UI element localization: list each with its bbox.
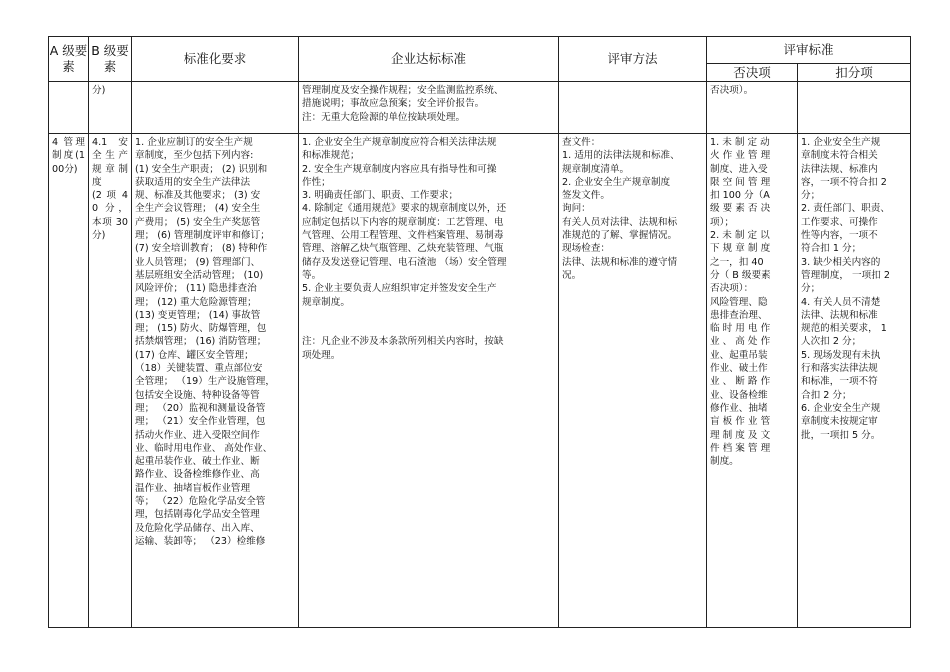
requirement-line: (1) 安全生产职责； (2) 识别和 <box>135 163 268 175</box>
requirement-line: 括禁烟管理； (16) 消防管理； <box>135 336 267 348</box>
veto-line: 限 空 间 管 理 <box>710 176 771 188</box>
standard-line: 储存及发送登记管理、电石渣池 （场）安全管理 <box>302 256 507 268</box>
prev-b-level: 分) <box>89 82 132 134</box>
veto-line: 业、设备检维 <box>710 389 768 401</box>
requirement-line: 运输、装卸等； （23）检维修 <box>135 535 266 547</box>
veto-line: 患排查治理、 <box>710 309 768 321</box>
veto-line: 级 要 素 否 决 <box>710 203 771 215</box>
veto-line: 件 档 案 管 理 <box>710 442 771 454</box>
requirement-line: 规、标准及其他要求； (3) 安 <box>135 190 261 202</box>
veto-line: 理 制 度 及 文 <box>710 429 771 441</box>
method-line: 询问： <box>562 203 591 215</box>
veto-line: 下 规 章 制 度 <box>710 243 771 255</box>
veto-line: 扣 100 分（A <box>710 190 770 202</box>
standard-line: 5. 企业主要负责人应组织审定并签发安全生产 <box>302 283 497 295</box>
standard-table <box>48 36 911 628</box>
prev-enterprise-standard <box>299 82 559 134</box>
veto-line: 制度。 <box>710 456 739 468</box>
deduct-line: 规范的相关要求， 1 <box>801 323 887 335</box>
deduct-line: 2. 责任部门、职责、 <box>801 203 890 215</box>
standard-line: 项处理。 <box>302 349 341 361</box>
standard-line: 应制定包括以下内容的规章制度：工艺管理、电 <box>302 216 504 228</box>
requirement-line: (7) 安全培训教育； (8) 特种作 <box>135 243 268 255</box>
deduct-line: 4. 有关人员不清楚 <box>801 296 881 308</box>
requirement-line: 理，包括剧毒化学品安全管理 <box>135 509 260 521</box>
veto-line: 盲 板 作 业 管 <box>710 416 771 428</box>
method-line: 有关人员对法律、法规和标 <box>562 216 678 228</box>
veto-cell <box>707 134 798 628</box>
method-line: 法律、法规和标准的遵守情 <box>562 256 678 268</box>
veto-line: 业 、 高 处 作 <box>710 336 771 348</box>
requirement-line: 起重吊装作业、破土作业、断 <box>135 456 260 468</box>
veto-line: 2. 未 制 定 以 <box>710 230 770 242</box>
requirement-line: 全生产会议管理； (4) 安全生 <box>135 203 261 215</box>
b-level-cell <box>89 134 132 628</box>
requirement-line: 等； （22）危险化学品安全管 <box>135 496 266 508</box>
deduct-line: 法律法规、标准内 <box>801 163 878 175</box>
deduct-line: 章制度未符合相关 <box>801 150 878 162</box>
standard-line: 气管理、公用工程管理、文件档案管理、易制毒 <box>302 230 504 242</box>
standard-line: 3. 明确责任部门、职责、工作要求； <box>302 190 459 202</box>
requirement-line: 章制度，至少包括下列内容: <box>135 150 254 162</box>
veto-line: 风险管理、隐 <box>710 296 768 308</box>
standard-line: 管理、溶解乙炔气瓶管理、乙炔充装管理、气瓶 <box>302 243 504 255</box>
deduct-line: 5. 现场发现有未执 <box>801 349 881 361</box>
deduct-line: 章制度未按规定审 <box>801 416 878 428</box>
veto-line: 作业、破土作 <box>710 363 768 375</box>
header-veto: 否决项 <box>707 64 798 82</box>
standard-line: 等。 <box>302 269 322 281</box>
method-line: 现场检查： <box>562 243 610 255</box>
deduct-line: 6. 企业安全生产规 <box>801 402 881 414</box>
standard-line: 1. 企业安全生产规章制度应符合相关法律法规 <box>302 137 497 148</box>
standard-line <box>302 309 555 322</box>
requirement-line: 全管理； （19）生产设施管理， <box>135 376 275 388</box>
table-row-continued <box>49 82 911 134</box>
veto-line: 业、起重吊装 <box>710 349 768 361</box>
veto-line: 项）； <box>710 216 734 228</box>
requirement-line: 基层班组安全活动管理； (10) <box>135 269 264 281</box>
requirement-line: (17) 仓库、罐区安全管理； <box>135 349 254 361</box>
table-row <box>49 134 911 628</box>
a-level-cell: 4 管理制度(100分) <box>49 134 89 628</box>
b-level-score: (2 项 40 分，本项 30 分) <box>92 190 128 242</box>
requirement-line: 理； (6) 管理制度评审和修订； <box>135 230 270 242</box>
b-level-title: 4.1 安全生产规章制度 <box>92 137 128 188</box>
method-line: 2. 企业安全生产规章制度 <box>562 176 671 188</box>
header-a-level: A 级要素 <box>49 37 89 82</box>
veto-line: 否决项）： <box>710 283 754 295</box>
deduct-line: 1. 企业安全生产规 <box>801 137 881 148</box>
veto-line: 业 、 断 路 作 <box>710 376 771 388</box>
veto-line: 1. 未 制 定 动 <box>710 137 770 148</box>
deduct-line: 3. 缺少相关内容的 <box>801 256 881 268</box>
standard-line: 注：无重大危险源的单位按缺项处理。 <box>302 111 466 123</box>
standard-line: 作性； <box>302 176 331 188</box>
header-criteria: 评审标准 <box>707 37 911 64</box>
method-line: 查文件： <box>562 137 601 148</box>
requirement-line: 理； (15) 防火、防爆管理，包 <box>135 323 267 335</box>
deduct-line: 工作要求、可操作 <box>801 216 878 228</box>
veto-line: 临 时 用 电 作 <box>710 323 771 335</box>
requirement-line: (13) 变更管理； (14) 事故管 <box>135 309 261 321</box>
standard-line <box>302 322 555 335</box>
deduct-line: 容，一项不符合扣 2 <box>801 176 887 188</box>
standard-line: 措施说明；事故应急预案；安全评价报告。 <box>302 98 485 110</box>
prev-veto: 否决项）。 <box>707 82 798 134</box>
requirement-line: 理； (12) 重大危险源管理； <box>135 296 257 308</box>
veto-line: 分（ B 级要素 <box>710 269 771 281</box>
veto-line: 制度、进入受 <box>710 163 768 175</box>
requirement-line: 包括安全设施、特种设备等管 <box>135 389 260 401</box>
deduct-line: 和标准，一项不符 <box>801 376 878 388</box>
header-requirement: 标准化要求 <box>132 37 299 82</box>
requirement-line: 理； （20）监视和测量设备管 <box>135 402 266 414</box>
method-line: 签发文件。 <box>562 190 610 202</box>
requirement-line: 理； （21）安全作业管理，包 <box>135 416 266 428</box>
veto-line: 之一，扣 40 <box>710 256 764 268</box>
header-enterprise-standard: 企业达标标准 <box>299 37 559 82</box>
method-line: 1. 适用的法律法规和标准、 <box>562 150 680 162</box>
standard-line: 4. 除制定《通用规范》要求的规章制度以外，还 <box>302 203 507 215</box>
requirement-line: 风险评价； (11) 隐患排查治 <box>135 283 257 295</box>
requirement-line: （18）关键装置、重点部位安 <box>135 363 263 375</box>
deduct-line: 批，一项扣 5 分。 <box>801 429 881 441</box>
standard-line: 2. 安全生产规章制度内容应具有指导性和可操 <box>302 163 497 175</box>
requirement-line: 括动火作业、进入受限空间作 <box>135 429 260 441</box>
deduct-line: 性等内容，一项不 <box>801 230 878 242</box>
deduct-cell <box>798 134 911 628</box>
standard-line: 和标准规范； <box>302 150 360 162</box>
header-deduct: 扣分项 <box>798 64 911 82</box>
deduct-line: 人次扣 2 分； <box>801 336 862 348</box>
deduct-line: 法律、法规和标准 <box>801 309 878 321</box>
method-cell <box>559 134 707 628</box>
requirement-line: 1. 企业应制订的安全生产规 <box>135 137 253 148</box>
deduct-line: 管理制度， 一项扣 2 <box>801 269 890 281</box>
deduct-line: 合扣 2 分； <box>801 389 852 401</box>
requirement-line: 路作业、设备检维修作业、高 <box>135 469 260 481</box>
requirement-cell <box>132 134 299 628</box>
method-line: 规章制度清单。 <box>562 163 630 175</box>
header-method: 评审方法 <box>559 37 707 82</box>
requirement-line: 获取适用的安全生产法律法 <box>135 176 251 188</box>
veto-line: 修作业、抽堵 <box>710 402 768 414</box>
deduct-line: 符合扣 1 分； <box>801 243 862 255</box>
deduct-line: 分； <box>801 283 821 295</box>
standard-line: 规章制度。 <box>302 296 350 308</box>
deduct-line: 行和落实法律法规 <box>801 363 878 375</box>
header-b-level: B 级要素 <box>89 37 132 82</box>
requirement-line: 产费用； (5) 安全生产奖惩管 <box>135 216 261 228</box>
requirement-line: 业人员管理； (9) 管理部门、 <box>135 256 261 268</box>
standard-line: 注：凡企业不涉及本条款所列相关内容时，按缺 <box>302 336 504 348</box>
standard-line: 管理制度及安全操作规程；安全监测监控系统、 <box>302 85 504 96</box>
requirement-line: 及危险化学品储存、出入库、 <box>135 522 260 534</box>
enterprise-standard-cell <box>299 134 559 628</box>
requirement-line: 温作业、抽堵盲板作业管理 <box>135 482 251 494</box>
deduct-line: 分； <box>801 190 821 202</box>
requirement-line: 业、临时用电作业、 高处作业、 <box>135 442 273 454</box>
method-line: 准规范的了解、掌握情况。 <box>562 230 678 242</box>
method-line: 况。 <box>562 269 582 281</box>
veto-line: 火 作 业 管 理 <box>710 150 771 162</box>
